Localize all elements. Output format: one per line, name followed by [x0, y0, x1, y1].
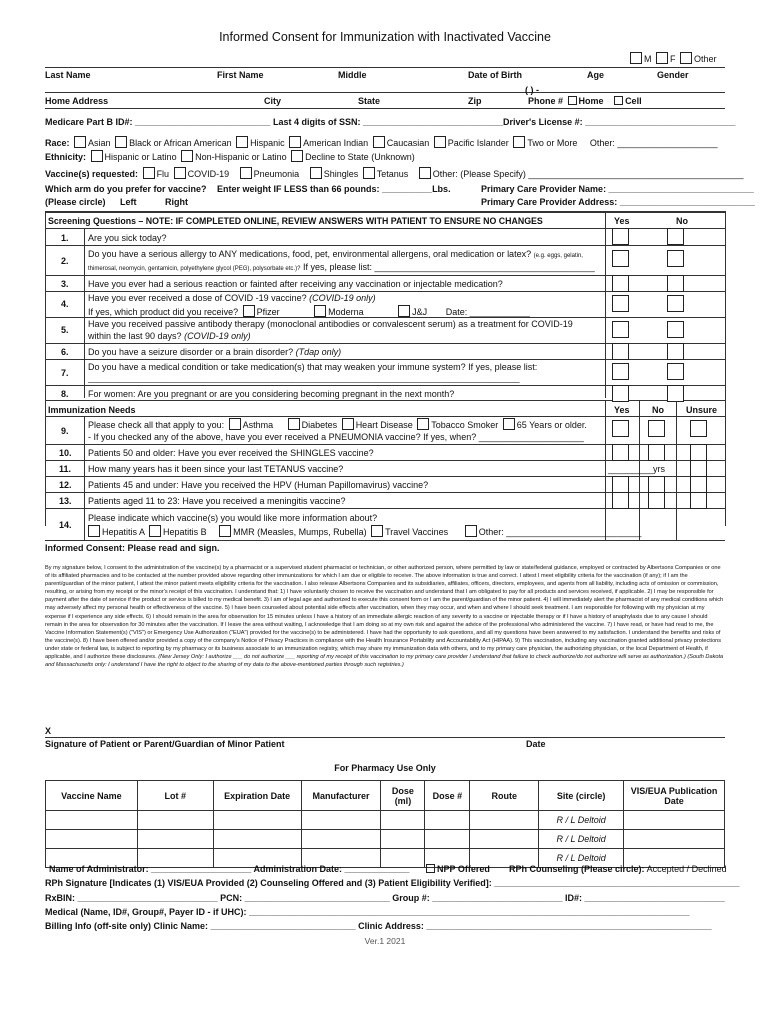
site-cell[interactable]: R / L Deltoid — [539, 811, 624, 830]
q2-no-checkbox[interactable] — [667, 250, 684, 267]
q4-moderna-checkbox[interactable] — [314, 305, 326, 317]
q9-tobacco-checkbox[interactable] — [417, 418, 429, 430]
table-row — [46, 830, 725, 849]
q4-pfizer-checkbox[interactable] — [243, 305, 255, 317]
site-cell[interactable]: R / L Deltoid — [539, 849, 624, 868]
col-dose-ml: Dose (ml) — [381, 781, 425, 811]
arm-right-option[interactable]: Right — [165, 197, 188, 207]
first-name-label: First Name — [217, 70, 264, 80]
immunization-yes-header: Yes — [614, 405, 630, 415]
q12-unsure-checkbox[interactable] — [690, 476, 707, 493]
signature-label[interactable]: Signature of Patient or Parent/Guardian of Minor Patient — [45, 739, 285, 749]
vaccine-flu-checkbox[interactable] — [143, 167, 155, 179]
q5-text: Have you received passive antibody therapy (monoclonal antibodies or convalescent serum) as a treatment for COVID-19 — [88, 319, 573, 329]
race-caucasian-checkbox[interactable] — [373, 136, 385, 148]
state-label: State — [358, 96, 381, 106]
pharmacy-header-row — [46, 781, 725, 811]
rxbin-field[interactable]: RxBIN: ____________________________ PCN: _____________________________ Group #: __________________________ ID#: ____________________________ — [45, 893, 725, 903]
col-vis-date: VIS/EUA Publication Date — [624, 781, 725, 811]
ethnicity-non-hispanic-checkbox[interactable] — [181, 150, 193, 162]
consent-nj-clause: (New Jersey Only: I authorize ___ do not authorize ___ reporting of my receipt of this vaccination to my primary care provider I understand that failure to check authorize/do not authorize will serve as authorization.) (South Dakota and Massachusetts only: I understand I have the right to object to the sharing of my data to the above-mentioned parties through such registries.) — [45, 654, 724, 669]
q4-text: Have you ever received a dose of COVID -19 vaccine? (COVID-19 only) — [88, 293, 376, 303]
consent-heading: Informed Consent: Please read and sign. — [45, 543, 220, 553]
vaccine-tetanus-checkbox[interactable] — [363, 167, 375, 179]
q1-number: 1. — [61, 233, 69, 243]
gender-f-checkbox[interactable] — [656, 52, 668, 64]
ethnicity-row: Ethnicity: Hispanic or Latino Non-Hispanic or Latino Decline to State (Unknown) — [45, 152, 415, 162]
rph-counseling: RPh Counseling (Please circle): Accepted / Declined — [509, 864, 727, 874]
ethnicity-decline-checkbox[interactable] — [291, 150, 303, 162]
q3-yes-checkbox[interactable] — [612, 275, 629, 292]
table-row — [46, 811, 725, 830]
q14-hep-a-checkbox[interactable] — [88, 525, 100, 537]
pcp-name-field[interactable]: Primary Care Provider Name: _____________________________ — [481, 184, 754, 194]
q13-text: Patients aged 11 to 23: Have you received a meningitis vaccine? — [88, 496, 346, 506]
q8-text: For women: Are you pregnant or are you considering becoming pregnant in the next month? — [88, 389, 455, 399]
q2-number: 2. — [61, 256, 69, 266]
q14-other-checkbox[interactable] — [465, 525, 477, 537]
q11-text: How many years has it been since your last TETANUS vaccine? — [88, 464, 344, 474]
arm-left-option[interactable]: Left — [120, 197, 137, 207]
q3-number: 3. — [61, 279, 69, 289]
q5-line2: within the last 90 days? (COVID-19 only) — [88, 331, 251, 341]
race-asian-checkbox[interactable] — [74, 136, 86, 148]
q7-yes-checkbox[interactable] — [612, 363, 629, 380]
q14-mmr-checkbox[interactable] — [219, 525, 231, 537]
col-manufacturer: Manufacturer — [301, 781, 381, 811]
q7-line2[interactable]: _________________________________________________________________________________________________ — [88, 374, 520, 383]
col-lot: Lot # — [137, 781, 213, 811]
signature-x: X — [45, 726, 52, 736]
q6-number: 6. — [61, 347, 69, 357]
q3-text: Have you ever had a serious reaction or fainted after receiving any vaccination or injectable medication? — [88, 279, 503, 289]
q11-unsure-checkbox[interactable] — [690, 460, 707, 477]
immunization-unsure-header: Unsure — [686, 405, 718, 415]
q2-line2: thimerosal, neomycin, gentamicin, polyethylene glycol (PEG), polysorbate etc.)? If yes, please list: ____________________________________________ — [88, 262, 595, 272]
npp-checkbox[interactable] — [426, 864, 435, 873]
col-route: Route — [470, 781, 539, 811]
arm-circle-label: (Please circle) — [45, 197, 106, 207]
q9-65-older-checkbox[interactable] — [503, 418, 515, 430]
age-label: Age — [587, 70, 605, 80]
q4-yes-checkbox[interactable] — [612, 295, 629, 312]
zip-label: Zip — [468, 96, 482, 106]
pharmacy-heading: For Pharmacy Use Only — [334, 763, 436, 773]
consent-body: By my signature below, I consent to the administration of the vaccine(s) by a pharmacist or a supervised student pharmacist or technician, or other authorized person, where permitted by law or state/federal guidance, employed or contracted by Albertsons Companies or one of its affiliated pharmacies and to be contacted at the number provided above regarding other immunizations for which I am due or eligible to receive. The above information is true and correct. I attest I meet eligibility criteria for the vaccination (if any); if I am the parent/guardian of the minor patient, I attest the minor patient meets eligibility criteria for the vaccination. I also release Albertsons Companies and its subsidiaries, affiliates, officers, directors, employees, and agents from all liability, including acts of omission or commission, resulting, or arising from my receipt or the minor's receipt of this vaccination. I understand that: 1) I have voluntarily chosen to receive the vaccination and understand that I am obligated to pay for all products and services received, if applicable. 2) I may be responsible for payment after the date of service if the product or service is billed to my medical benefit. 3) I am of legal age and authorized to execute this consent form or I am the parent/guardian of the minor patient. 4) I will immediately alert the pharmacist of any medical conditions which may adversely affect my personal health or effectiveness of the vaccine. 5) I have been counseled about potential side effects after vaccination, when they may occur, and when and where I should seek treatment. I am responsible for following with my physician at my expense if I experience any side effects. 6) I should remain in the area for observation for 15 minutes unless I have a history of an immediate allergic reaction of any severity to a vaccine or injectable therapy or if I have a history of anaphylaxis due to any cause I should remain in the area for observation for 30 minutes after the vaccination. If I leave the area without waiting, I acknowledge that I am doing so at my own risk and against the advice of the professional who administered the vaccine. 7) I have read, or have had read to me, the Vaccine Information Statement(s) ("VIS") or Emergency Use Authorization ("EUA") provided for the vaccine(s) to be administered. I have had the opportunity to ask questions, and all my questions have been answered to my satisfaction. I understand the benefits and risks of the vaccine(s). 8) I have been offered and/or provided a copy of the company's Notice of Privacy Practices in compliance with the Health Insurance Portability and Accountability Act (HIPAA). 9) This vaccination, including any vaccination granted additional privacy protections under state or federal law, is subject to reporting by my pharmacy or its business associate to an immunization registry, which may share my immunization data with others, and to my primary care physician, the authorizing physician, or the local Department of Health, if applicable, and I authorize these disclosures. (New Jersey Only: I authorize ___ do not authorize ___ reporting of my receipt of this vaccination to my primary care provider I understand that failure to check authorize/do not authorize will serve as authorization.) (South Dakota and Massachusetts only: I understand I have the right to object to the sharing of my data to the above-mentioned parties through such registries.) — [45, 565, 724, 669]
screening-header: Screening Questions – NOTE: IF COMPLETED ONLINE, REVIEW ANSWERS WITH PATIENT TO ENSURE NO CHANGES — [48, 216, 543, 226]
license-field[interactable]: Driver's License #: ______________________________ — [503, 117, 736, 127]
q1-text: Are you sick today? — [88, 233, 167, 243]
q9-line2[interactable]: - If you checked any of the above, have you ever received a PNEUMONIA vaccine? If yes, when? _____________________ — [88, 432, 584, 442]
q6-text: Do you have a seizure disorder or a brain disorder? (Tdap only) — [88, 347, 342, 357]
q8-number: 8. — [61, 389, 69, 399]
immunization-no-header: No — [652, 405, 664, 415]
q10-number: 10. — [59, 448, 72, 458]
q4-jj-checkbox[interactable] — [398, 305, 410, 317]
gender-other-checkbox[interactable] — [680, 52, 692, 64]
site-cell[interactable]: R / L Deltoid — [539, 830, 624, 849]
dob-label: Date of Birth — [468, 70, 522, 80]
q10-text: Patients 50 and older: Have you ever received the SHINGLES vaccine? — [88, 448, 374, 458]
q11-years-field[interactable]: _________yrs — [608, 464, 666, 474]
q1-yes-checkbox[interactable] — [612, 228, 629, 245]
administrator-field[interactable]: Name of Administrator: ____________________ Administration Date: _____________ — [49, 864, 410, 874]
q8-no-checkbox[interactable] — [667, 385, 684, 402]
q14-hep-b-checkbox[interactable] — [149, 525, 161, 537]
page-title: Informed Consent for Immunization with Inactivated Vaccine — [219, 30, 551, 44]
q4-number: 4. — [61, 299, 69, 309]
q13-no-checkbox[interactable] — [648, 492, 665, 509]
vaccine-other-checkbox[interactable] — [419, 167, 431, 179]
q6-no-checkbox[interactable] — [667, 343, 684, 360]
arm-question: Which arm do you prefer for vaccine? — [45, 184, 207, 194]
phone-cell-checkbox[interactable] — [614, 96, 623, 105]
q6-yes-checkbox[interactable] — [612, 343, 629, 360]
q9-asthma-checkbox[interactable] — [229, 418, 241, 430]
phone-label: Phone # Home Cell — [528, 96, 642, 106]
q8-yes-checkbox[interactable] — [612, 385, 629, 402]
phone-home-checkbox[interactable] — [568, 96, 577, 105]
race-pacific-islander-checkbox[interactable] — [434, 136, 446, 148]
q9-no-checkbox[interactable] — [648, 420, 665, 437]
q11-number: 11. — [59, 464, 72, 474]
signature-date-label[interactable]: Date — [526, 739, 546, 749]
q13-unsure-checkbox[interactable] — [690, 492, 707, 509]
q10-unsure-checkbox[interactable] — [690, 444, 707, 461]
q14-number: 14. — [59, 520, 72, 530]
race-two-or-more-checkbox[interactable] — [513, 136, 525, 148]
middle-label: Middle — [338, 70, 367, 80]
home-address-label: Home Address — [45, 96, 109, 106]
q7-no-checkbox[interactable] — [667, 363, 684, 380]
q10-no-checkbox[interactable] — [648, 444, 665, 461]
q14-travel-checkbox[interactable] — [371, 525, 383, 537]
q5-number: 5. — [61, 325, 69, 335]
version-label: Ver.1 2021 — [364, 936, 406, 946]
gender-options: M F Other — [628, 52, 717, 64]
immunization-header: Immunization Needs — [48, 405, 136, 415]
race-other-field[interactable]: Other: ____________________ — [589, 138, 718, 148]
race-american-indian-checkbox[interactable] — [289, 136, 301, 148]
q2-text: Do you have a serious allergy to ANY medications, food, pet, environmental allergens, oral medication or latex? (e.g. eggs, gelatin, — [88, 249, 583, 259]
q10-yes-checkbox[interactable] — [612, 444, 629, 461]
col-dose-num: Dose # — [425, 781, 470, 811]
q4-date-field[interactable]: Date: ____________ — [445, 307, 530, 317]
q2-yes-checkbox[interactable] — [612, 250, 629, 267]
pcp-address-field[interactable]: Primary Care Provider Address: ___________________________ — [481, 197, 755, 207]
q9-number: 9. — [61, 426, 69, 436]
q7-text: Do you have a medical condition or take medication(s) that may weaken your immune system? If yes, please list: — [88, 362, 538, 372]
screening-no-header: No — [676, 216, 688, 226]
q14-text: Please indicate which vaccine(s) you would like more information about? — [88, 513, 378, 523]
q9-unsure-checkbox[interactable] — [690, 420, 707, 437]
col-vaccine-name: Vaccine Name — [46, 781, 138, 811]
medicare-field[interactable]: Medicare Part B ID#: ___________________________ — [45, 117, 271, 127]
q13-yes-checkbox[interactable] — [612, 492, 629, 509]
ethnicity-hispanic-checkbox[interactable] — [91, 150, 103, 162]
last-name-label: Last Name — [45, 70, 91, 80]
screening-yes-header: Yes — [614, 216, 630, 226]
weight-field[interactable]: Enter weight IF LESS than 66 pounds: __________Lbs. — [217, 184, 451, 194]
col-expiration: Expiration Date — [213, 781, 301, 811]
q12-no-checkbox[interactable] — [648, 476, 665, 493]
ssn-field[interactable]: Last 4 digits of SSN: ____________________________ — [273, 117, 504, 127]
q1-no-checkbox[interactable] — [667, 228, 684, 245]
race-black-checkbox[interactable] — [115, 136, 127, 148]
q4-line2: If yes, which product did you receive? Pfizer Moderna J&J Date: ____________ — [88, 307, 530, 317]
npp-offered: NPP Offered — [424, 864, 490, 874]
q3-no-checkbox[interactable] — [667, 275, 684, 292]
q14-options: Hepatitis A Hepatitis B MMR (Measles, Mumps, Rubella) Travel Vaccines Other: ___________________________ — [86, 525, 641, 537]
vaccine-shingles-checkbox[interactable] — [310, 167, 322, 179]
phone-area-code: ( ) - — [525, 85, 539, 95]
q13-number: 13. — [59, 496, 72, 506]
q9-heart-disease-checkbox[interactable] — [342, 418, 354, 430]
vaccine-covid-checkbox[interactable] — [174, 167, 186, 179]
gender-label: Gender — [657, 70, 689, 80]
q9-diabetes-checkbox[interactable] — [288, 418, 300, 430]
q12-text: Patients 45 and under: Have you received the HPV (Human Papillomavirus) vaccine? — [88, 480, 429, 490]
vaccine-pneumonia-checkbox[interactable] — [240, 167, 252, 179]
vaccines-requested-row: Vaccine(s) requested: Flu COVID-19 Pneumonia Shingles Tetanus Other: (Please Specify) ___________________________________________ — [45, 169, 744, 179]
race-hispanic-checkbox[interactable] — [236, 136, 248, 148]
pharmacy-table — [45, 780, 725, 868]
gender-m-checkbox[interactable] — [630, 52, 642, 64]
race-row: Race: Asian Black or African American Hispanic American Indian Caucasian Pacific Islander Two or More Other: ____________________ — [45, 138, 718, 148]
q9-yes-checkbox[interactable] — [612, 420, 629, 437]
q9-text: Please check all that apply to you: Asthma Diabetes Heart Disease Tobacco Smoker 65 Years or older. — [88, 420, 587, 430]
q12-yes-checkbox[interactable] — [612, 476, 629, 493]
q5-no-checkbox[interactable] — [667, 321, 684, 338]
medical-field[interactable]: Medical (Name, ID#, Group#, Payer ID - if UHC): ________________________________________________________________________________________ — [45, 907, 690, 917]
city-label: City — [264, 96, 282, 106]
q5-yes-checkbox[interactable] — [612, 321, 629, 338]
q4-no-checkbox[interactable] — [667, 295, 684, 312]
q7-number: 7. — [61, 368, 69, 378]
rph-signature-field[interactable]: RPh Signature [Indicates (1) VIS/EUA Provided (2) Counseling Offered and (3) Patient Eligibility Verified]: _________________________________________________ — [45, 878, 740, 888]
col-site: Site (circle) — [539, 781, 624, 811]
billing-field[interactable]: Billing Info (off-site only) Clinic Name: _____________________________ Clinic Address: _________________________________________________________ — [45, 921, 712, 931]
q12-number: 12. — [59, 480, 72, 490]
